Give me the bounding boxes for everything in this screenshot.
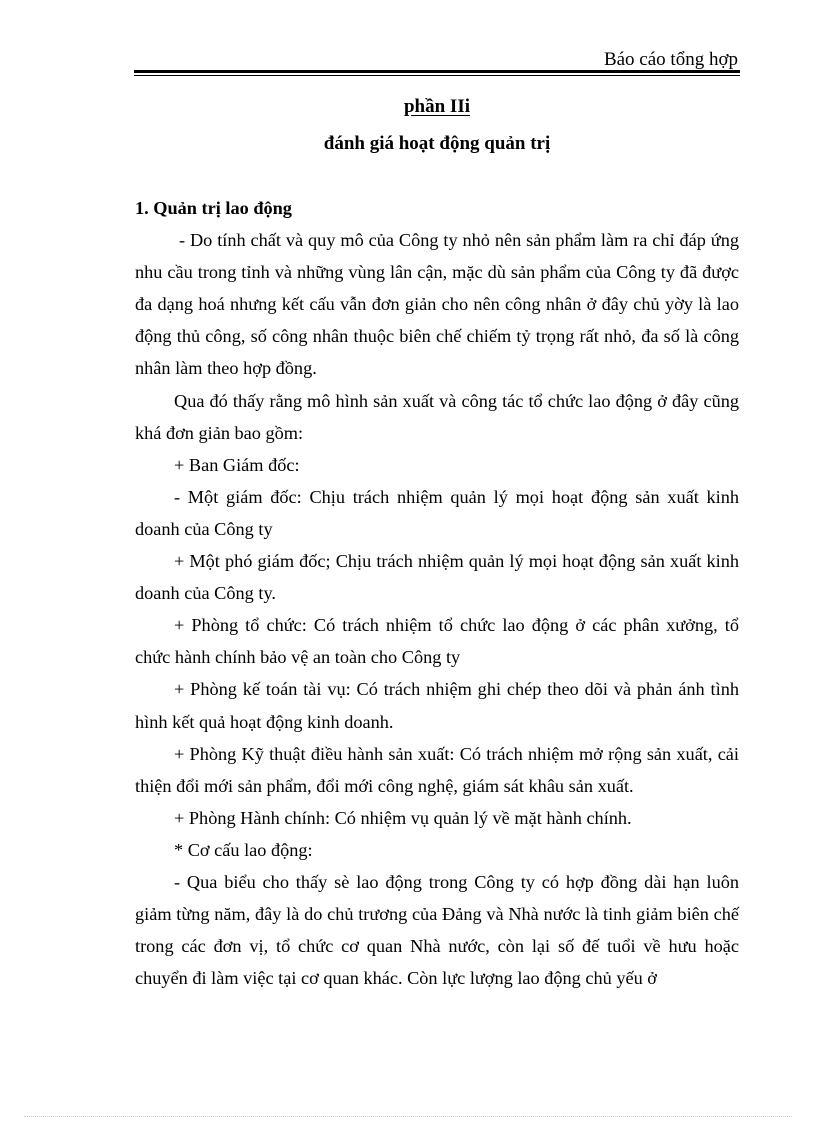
- paragraph: - Một giám đốc: Chịu trách nhiệm quản lý mọi hoạt động sản xuất kinh doanh của Công ty: [135, 486, 739, 539]
- page-bottom-dotted-line: [24, 1116, 792, 1117]
- document-body: [135, 192, 739, 994]
- header-rule-thin: [134, 75, 740, 76]
- paragraph: * Cơ cấu lao động:: [174, 839, 313, 860]
- paragraph: + Phòng tổ chức: Có trách nhiệm tổ chức lao động ở các phân xưởng, tổ chức hành chính bảo vệ an toàn cho Công ty: [135, 615, 739, 668]
- paragraph: Qua đó thấy rằng mô hình sản xuất và công tác tổ chức lao động ở đây cũng khá đơn giản bao gồm:: [135, 390, 739, 443]
- paragraph: + Phòng Kỹ thuật điều hành sản xuất: Có trách nhiệm mở rộng sản xuất, cải thiện đổi mới sản phẩm, đổi mới công nghệ, giám sát khâu sản xuất.: [135, 743, 739, 796]
- paragraph: + Một phó giám đốc; Chịu trách nhiệm quản lý mọi hoạt động sản xuất kinh doanh của Công ty.: [135, 551, 739, 604]
- paragraph: - Qua biểu cho thấy sè lao động trong Công ty có hợp đồng dài hạn luôn giảm từng năm, đây là do chủ trương của Đảng và Nhà nước là tinh giảm biên chế trong các đơn vị, tổ chức cơ quan Nhà nước, còn lại số đế tuổi về hưu hoặc chuyển đi làm việc tại cơ quan khác. Còn lực lượng lao động chủ yếu ở: [135, 871, 739, 989]
- paragraph: + Phòng Hành chính: Có nhiệm vụ quản lý về mặt hành chính.: [174, 807, 632, 828]
- paragraph: + Ban Giám đốc:: [174, 454, 300, 475]
- paragraph: - Do tính chất và quy mô của Công ty nhỏ nên sản phẩm làm ra chỉ đáp ứng nhu cầu trong tỉnh và những vùng lân cận, mặc dù sản phẩm của Công ty đã được đa dạng hoá nhưng kết cấu vẫn đơn giản cho nên công nhân ở đây chủ yờy là lao động thủ công, số công nhân thuộc biên chế chiếm tỷ trọng rất nhỏ, đa số là công nhân làm theo hợp đồng.: [135, 230, 739, 379]
- main-title: đánh giá hoạt động quản trị: [323, 133, 551, 154]
- part-title-text: phần IIi: [403, 96, 471, 117]
- part-title: [0, 96, 816, 118]
- section-heading: 1. Quản trị lao động: [135, 198, 292, 218]
- header-rule-thick: [134, 70, 740, 73]
- paragraph: + Phòng kế toán tài vụ: Có trách nhiệm ghi chép theo dõi và phản ánh tình hình kết quả hoạt động kinh doanh.: [135, 679, 739, 732]
- header-title: Báo cáo tổng hợp: [603, 49, 738, 70]
